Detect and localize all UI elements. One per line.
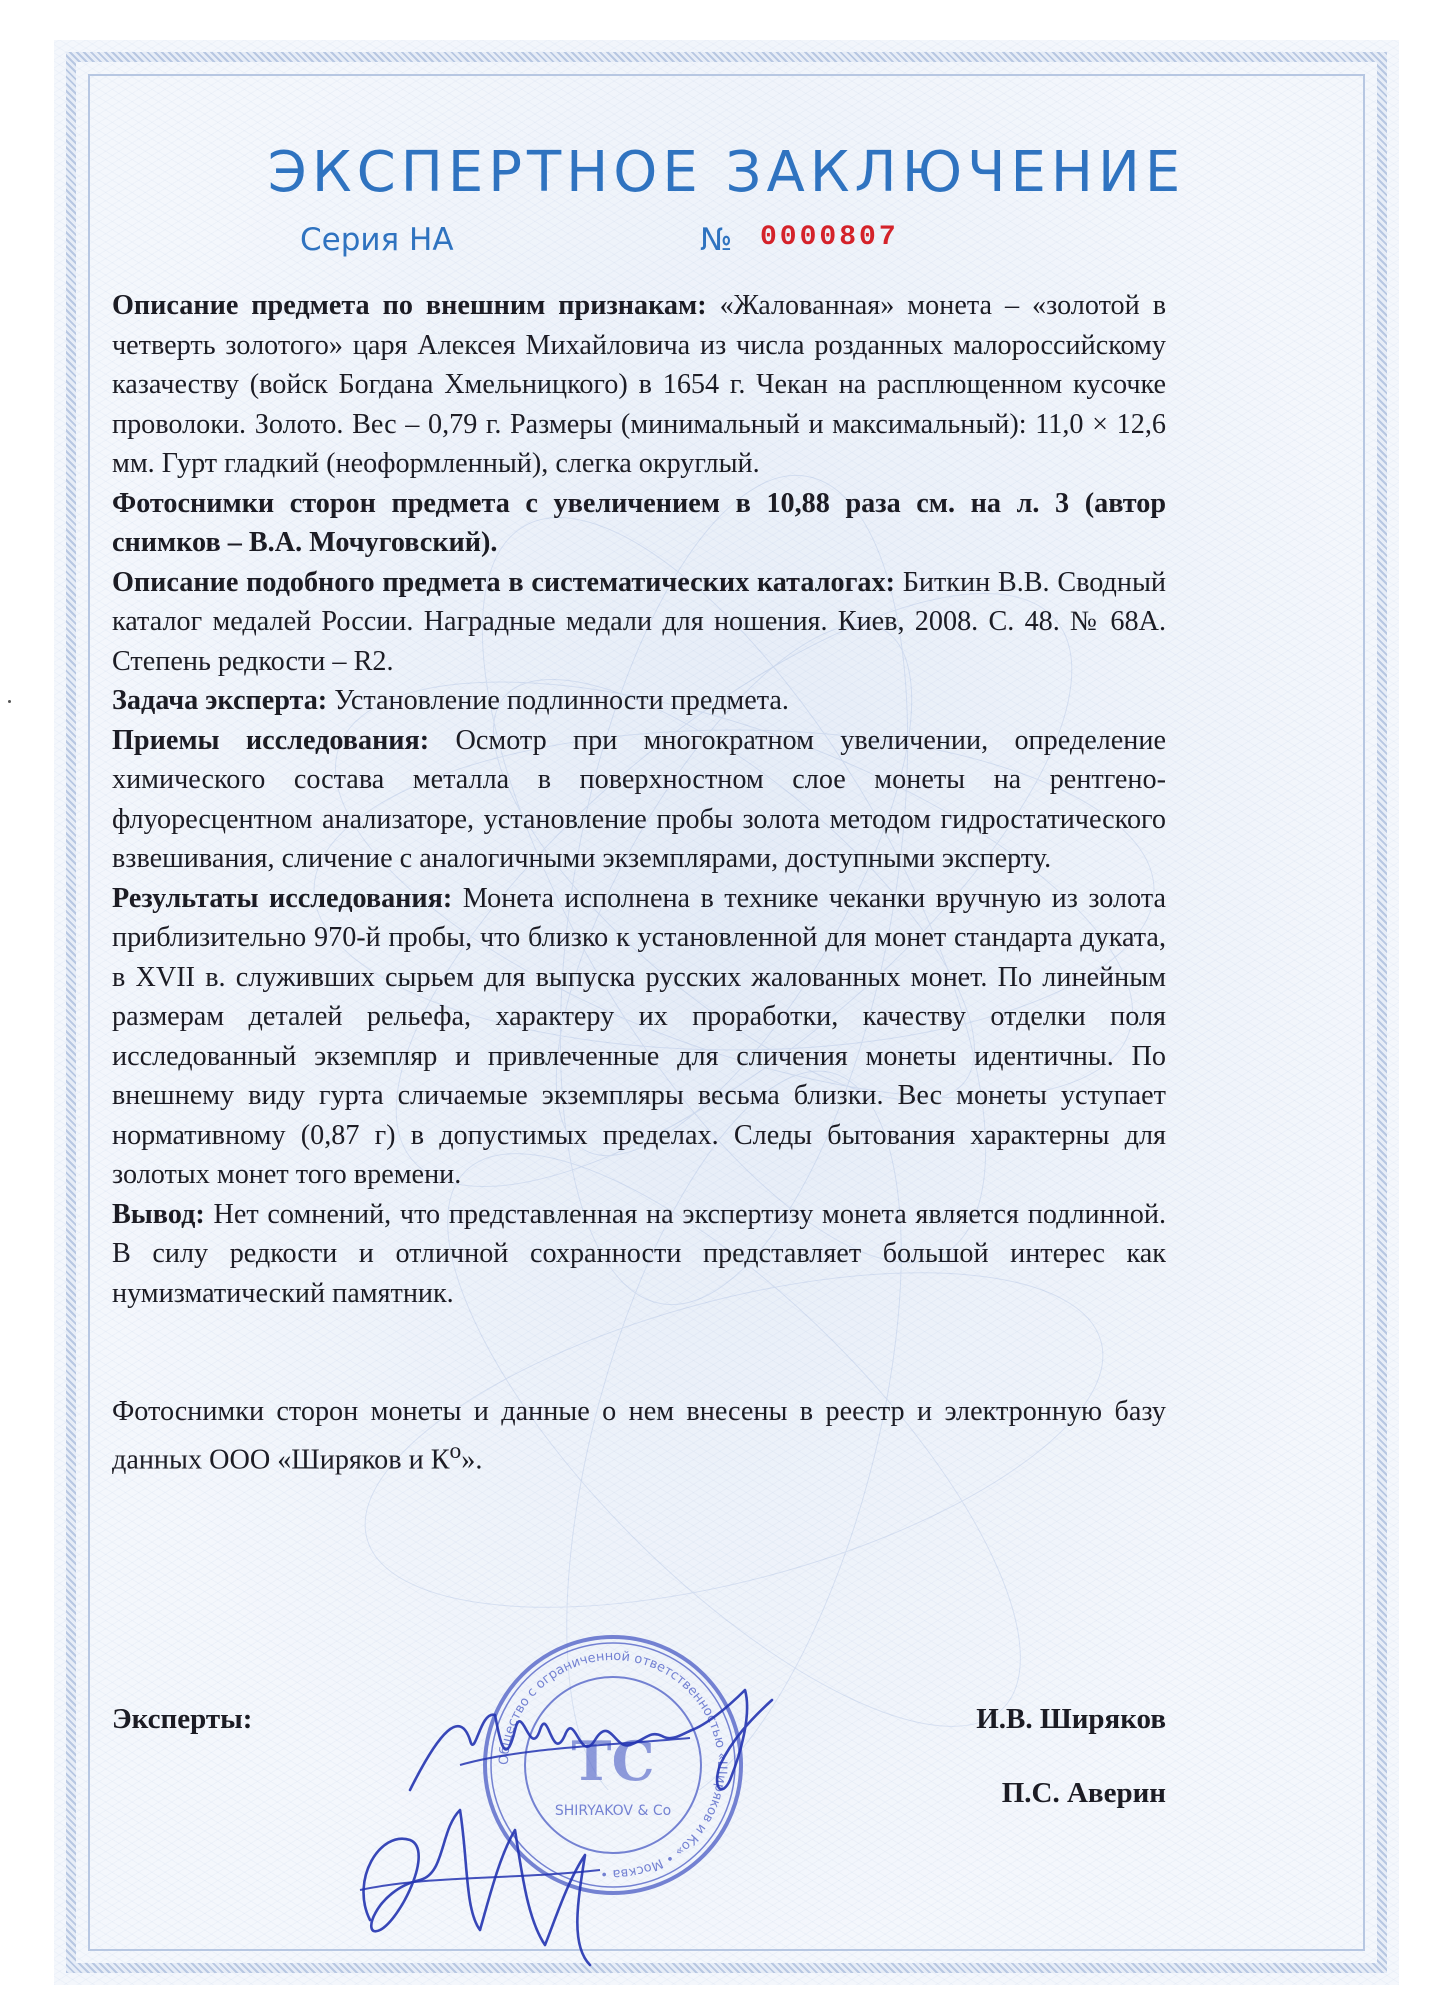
description-text: «Жалованная» монета – «золотой в четверть золотого» царя Алексея Михайловича из числа розданных малороссийскому казачеству (войск Богдана Хмельницкого) в 1654 г. Чекан на расплющенном кусочке проволоки. Золото. Вес – 0,79 г. Размеры (минимальный и максимальный): 11,0 × 12,6 мм. Гурт гладкий (неоформленный), слегка округлый. (112, 290, 1166, 479)
task-label: Задача эксперта: (112, 685, 328, 716)
spacer (112, 1313, 1166, 1392)
task-text: Установление подлинности предмета. (327, 685, 789, 716)
registry-paragraph (112, 1392, 1166, 1479)
number-sign: № (700, 222, 733, 258)
seal-sub-text: SHIRYAKOV & Co (554, 1803, 672, 1819)
conclusion-text: Нет сомнений, что представленная на экспертизу монета является подлинной. В силу редкости и отличной сохранности представляет большой интерес как нумизматический памятник. (112, 1198, 1166, 1309)
catalogs-text: Биткин В.В. Сводный каталог медалей России. Наградные медали для ношения. Киев, 2008. С. 48. № 68А. Степень редкости – R2. (112, 566, 1166, 677)
registry-text: Фотоснимки сторон монеты и данные о нем внесены в реестр и электронную базу данных ООО «Ширяков и К (112, 1396, 1166, 1475)
experts-label: Эксперты: (112, 1703, 253, 1735)
expert-name-averin: П.С. Аверин (1001, 1777, 1166, 1809)
certificate-number: 0000807 (760, 222, 899, 253)
series-label: Серия НА (300, 222, 454, 258)
signature-averin (340, 1770, 620, 1980)
methods-label: Приемы исследования: (112, 724, 430, 756)
results-paragraph (112, 879, 1166, 1195)
registry-text-end: ». (461, 1443, 483, 1475)
photos-text: Фотоснимки сторон предмета с увеличением в 10,88 раза см. на л. 3 (автор снимков – В.А. Мочуговский). (112, 487, 1166, 558)
methods-text: Осмотр при многократном увеличении, определение химического состава металла в поверхностном слое монеты на рентгено-флуоресцентном анализаторе, установление пробы золота методом гидростатического взвешивания, сличение с аналогичными экземплярами, доступными эксперту. (112, 724, 1166, 874)
methods-paragraph (112, 721, 1166, 879)
certificate-body (112, 286, 1166, 1479)
seal-ring-text: Общество с ограниченной ответственностью «Ширяков и Ко» • Москва • (496, 1648, 730, 1882)
conclusion-label: Вывод: (112, 1198, 205, 1230)
document-title: ЭКСПЕРТНОЕ ЗАКЛЮЧЕНИЕ (267, 140, 1186, 205)
conclusion-paragraph (112, 1195, 1166, 1314)
description-paragraph (112, 286, 1166, 484)
results-text: Монета исполнена в технике чеканки вручную из золота приблизительно 970-й пробы, что близко к установленной для монет стандарта дуката, в XVII в. служивших сырьем для выпуска русских жалованных монет. По линейным размерам деталей рельефа, характеру их проработки, качеству отделки поля исследованный экземпляр и привлеченные для сличения монеты идентичны. По внешнему виду гурта сличаемые экземпляры весьма близки. Вес монеты уступает нормативному (0,87 г) в допустимых пределах. Следы бытования характерны для золотых монет того времени. (112, 882, 1166, 1190)
seal-center-monogram: TC (571, 1729, 655, 1793)
results-label: Результаты исследования: (112, 882, 453, 914)
description-label: Описание предмета по внешним признакам: (112, 290, 707, 321)
expert-name-shiryakov: И.В. Ширяков (976, 1703, 1166, 1735)
photos-paragraph (112, 484, 1166, 563)
registry-superscript: о (449, 1437, 462, 1464)
catalogs-label: Описание подобного предмета в систематических каталогах: (112, 566, 895, 598)
task-paragraph (112, 681, 1166, 721)
scan-speck (8, 700, 11, 703)
catalogs-paragraph (112, 563, 1166, 682)
